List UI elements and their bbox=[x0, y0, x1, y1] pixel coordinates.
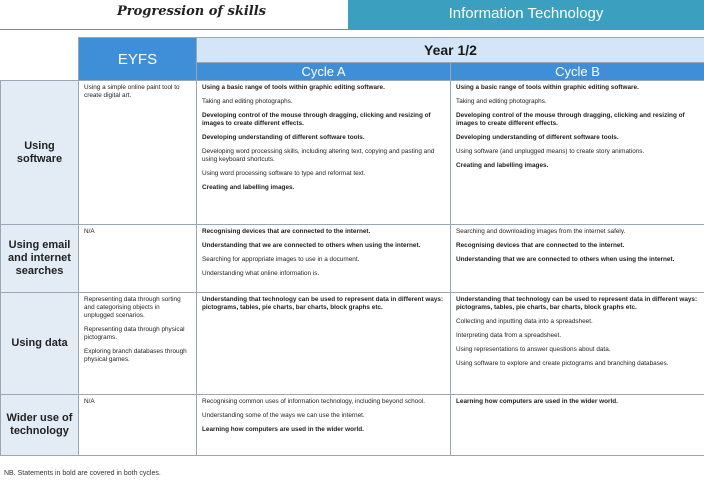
table-row bbox=[1, 81, 704, 225]
statement: Creating and labelling images. bbox=[202, 184, 295, 191]
row-heading: Wider use of technology bbox=[1, 395, 79, 456]
statement: Using word processing software to type and reformat text. bbox=[202, 170, 366, 177]
eyfs-cell bbox=[79, 225, 197, 293]
eyfs-header: EYFS bbox=[79, 38, 197, 81]
statement: Using a basic range of tools within graphic editing software. bbox=[456, 84, 639, 91]
cycle-a-cell bbox=[197, 81, 451, 225]
statement: Collecting and inputting data into a spreadsheet. bbox=[456, 318, 593, 325]
statement: Understanding some of the ways we can use the internet. bbox=[202, 412, 365, 419]
eyfs-cell bbox=[79, 395, 197, 456]
statement: Using software to explore and create pictograms and branching databases. bbox=[456, 360, 669, 367]
statement: N/A bbox=[84, 228, 95, 235]
row-heading: Using software bbox=[1, 81, 79, 225]
subject-title-box bbox=[348, 0, 704, 30]
progression-title-box bbox=[0, 0, 348, 30]
statement: Learning how computers are used in the wider world. bbox=[202, 426, 364, 433]
cycle-b-header: Cycle B bbox=[451, 63, 704, 81]
page-header bbox=[0, 0, 704, 30]
statement: N/A bbox=[84, 398, 95, 405]
statement: Using representations to answer questions about data. bbox=[456, 346, 611, 353]
statement: Creating and labelling images. bbox=[456, 162, 549, 169]
statement: Using a basic range of tools within graphic editing software. bbox=[202, 84, 385, 91]
statement: Recognising devices that are connected to the internet. bbox=[202, 228, 371, 235]
table-row bbox=[1, 293, 704, 395]
statement: Developing understanding of different software tools. bbox=[456, 134, 619, 141]
eyfs-cell bbox=[79, 293, 197, 395]
statement: Developing understanding of different software tools. bbox=[202, 134, 365, 141]
cycle-b-cell bbox=[451, 225, 704, 293]
corner-blank bbox=[1, 38, 79, 81]
row-heading: Using data bbox=[1, 293, 79, 395]
statement: Searching for appropriate images to use in a document. bbox=[202, 256, 360, 263]
statement: Understanding that we are connected to others when using the internet. bbox=[202, 242, 421, 249]
cycle-b-cell bbox=[451, 293, 704, 395]
cycle-a-cell bbox=[197, 395, 451, 456]
statement: Recognising devices that are connected to the internet. bbox=[456, 242, 625, 249]
subject-title: Information Technology bbox=[448, 5, 604, 22]
statement: Exploring branch databases through physical games. bbox=[84, 348, 187, 363]
statement: Representing data through physical pictograms. bbox=[84, 326, 185, 341]
cycle-b-cell bbox=[451, 81, 704, 225]
statement: Representing data through sorting and categorising objects in unplugged scenarios. bbox=[84, 296, 181, 319]
statement: Learning how computers are used in the wider world. bbox=[456, 398, 618, 405]
year-header: Year 1/2 bbox=[197, 38, 704, 63]
skills-table bbox=[0, 37, 704, 456]
statement: Taking and editing photographs. bbox=[202, 98, 293, 105]
statement: Understanding what online information is. bbox=[202, 270, 320, 277]
statement: Developing word processing skills, including altering text, copying and pasting and using keyboard shortcuts. bbox=[202, 148, 435, 163]
statement: Using a simple online paint tool to create digital art. bbox=[84, 84, 180, 99]
progression-title: Progression of skills bbox=[117, 4, 266, 19]
cycle-a-cell bbox=[197, 293, 451, 395]
statement: Taking and editing photographs. bbox=[456, 98, 547, 105]
statement: Developing control of the mouse through dragging, clicking and resizing of images to create different effects. bbox=[202, 112, 431, 127]
cycle-b-cell bbox=[451, 395, 704, 456]
statement: Searching and downloading images from the internet safely. bbox=[456, 228, 626, 235]
cycle-a-header: Cycle A bbox=[197, 63, 451, 81]
statement: Recognising common uses of information technology, including beyond school. bbox=[202, 398, 425, 405]
table-row bbox=[1, 225, 704, 293]
statement: Developing control of the mouse through dragging, clicking and resizing of images to create different effects. bbox=[456, 112, 685, 127]
table-row bbox=[1, 395, 704, 456]
statement: Understanding that technology can be used to represent data in different ways: pictograms, tables, pie charts, bar charts, block graphs etc. bbox=[456, 296, 698, 311]
row-heading: Using email and internet searches bbox=[1, 225, 79, 293]
statement: Using software (and unplugged means) to create story animations. bbox=[456, 148, 645, 155]
eyfs-cell bbox=[79, 81, 197, 225]
cycle-a-cell bbox=[197, 225, 451, 293]
statement: Understanding that we are connected to others when using the internet. bbox=[456, 256, 675, 263]
footnote: NB. Statements in bold are covered in both cycles. bbox=[4, 470, 161, 477]
statement: Interpreting data from a spreadsheet. bbox=[456, 332, 562, 339]
statement: Understanding that technology can be used to represent data in different ways: pictograms, tables, pie charts, bar charts, block graphs etc. bbox=[202, 296, 444, 311]
